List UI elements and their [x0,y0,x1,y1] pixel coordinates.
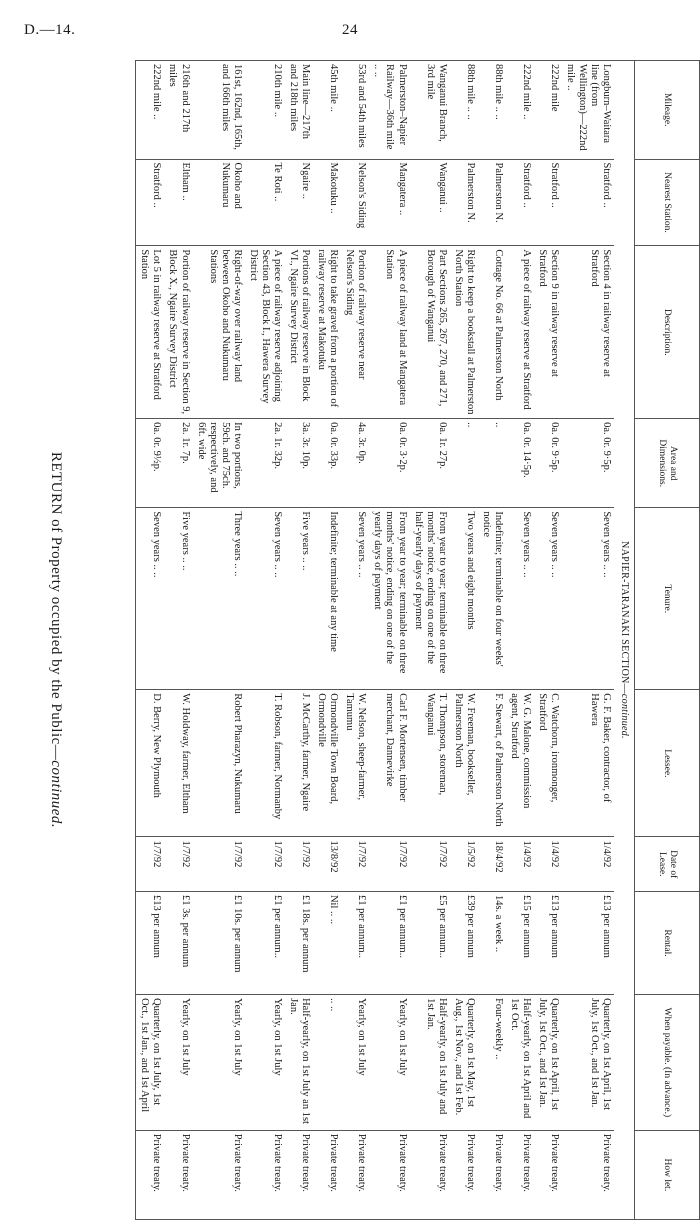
table-row [245,61,285,1220]
payable-cell: Yearly, on 1st July [245,995,285,1131]
description-cell: Right to keep a bookstall at Palmerston North Station [450,246,478,419]
description-cell: A piece of railway reserve adjoining Section 43, Block I., Hawera Survey District [245,246,285,419]
area-cell: In two portions, 59ch. and 75ch. respectively, and 6ft. wide [193,419,245,508]
date-cell: 1/7/92 [164,837,192,891]
tenure-cell: Indefinite; terminable at any time [313,508,341,690]
description-cell: Right-of-way over railway land between Okoho and Nukumaru Stations [193,246,245,419]
lessee-cell: W. Freeman, bookseller, Palmerston North [450,690,478,837]
tenure-cell: Seven years .. .. [506,508,534,690]
section-name: NAPIER-TARANAKI SECTION— [619,541,630,694]
how-let-cell: Private treaty. [506,1130,534,1219]
date-cell: 1/4/92 [506,837,534,891]
how-let-cell: Private treaty. [450,1130,478,1219]
station-cell: Palmerston N. [450,159,478,246]
date-cell: 1/4/92 [534,837,562,891]
description-cell: Section 4 in railway reserve at Stratford [562,246,614,419]
description-cell: Cottage No. 66 at Palmerston North [478,246,506,419]
lessee-cell: Carl F. Mortensen, timber merchant, Dannevirke [369,690,409,837]
tenure-cell: Five years .. .. [164,508,192,690]
payable-cell: Yearly, on 1st July [164,995,192,1131]
column-header-nearest-station: Nearest Station. [635,159,700,246]
date-cell: 18/4/92 [478,837,506,891]
date-cell: 1/7/92 [245,837,285,891]
lessee-cell: G. F. Baker, contractor, of Hawera [562,690,614,837]
payable-cell: Four-weekly .. [478,995,506,1131]
lessee-cell: Robert Pharazyn, Nukumaru [193,690,245,837]
mileage-cell: 161st, 162nd, 165th, and 166th miles [193,61,245,160]
station-cell: Nelson's Siding [341,159,369,246]
payable-cell: Half-yearly, on 1st July and 1st Jan. [410,995,450,1131]
rental-cell: £1 18s. per annum [285,891,313,994]
title-main: RETURN of Property occupied by the Public— [48,451,64,761]
area-cell: 2a. 1r. 7p. [164,419,192,508]
area-cell: 0a. 0r. 9½p. [136,419,165,508]
table-row [534,61,562,1220]
section-suffix: continued. [619,693,630,739]
station-cell: Mangatera .. [369,159,409,246]
station-cell: Te Roti .. [245,159,285,246]
table-row [369,61,409,1220]
rental-cell: £13 per annum [136,891,165,994]
rental-cell: Nil .. .. [313,891,341,994]
how-let-cell: Private treaty. [193,1130,245,1219]
how-let-cell: Private treaty. [136,1130,165,1219]
tenure-cell: Seven years .. .. [136,508,165,690]
column-header-lessee: Lessee. [635,690,700,837]
table-row [136,61,165,1220]
area-cell: 4a. 3r. 0p. [341,419,369,508]
how-let-cell: Private treaty. [562,1130,614,1219]
lessee-cell: W. Holdway, farmer, Eltham [164,690,192,837]
lessee-cell: Ormondville Town Board, Ormondville [313,690,341,837]
table-row [313,61,341,1220]
area-cell: 0a. 1r. 27p. [410,419,450,508]
area-cell: .. [478,419,506,508]
station-cell: Wanganui .. [410,159,450,246]
station-cell: Stratford .. [562,159,614,246]
area-cell: .. [450,419,478,508]
mileage-cell: 210th mile .. [245,61,285,160]
lessee-cell: W. Nelson, sheep-farmer, Tamumu [341,690,369,837]
how-let-cell: Private treaty. [410,1130,450,1219]
how-let-cell: Private treaty. [478,1130,506,1219]
title-suffix: continued. [48,760,64,829]
description-cell: Section 9 in railway reserve at Stratford [534,246,562,419]
date-cell: 13/8/92 [313,837,341,891]
description-cell: Right to take gravel from a portion of railway reserve at Makotuku [313,246,341,419]
lessee-cell: W. G. Malone, commission agent, Stratford [506,690,534,837]
column-header-rental: Rental. [635,891,700,994]
payable-cell: Half-yearly, on 1st April and 1st Oct. [506,995,534,1131]
how-let-cell: Private treaty. [285,1130,313,1219]
table-row [410,61,450,1220]
date-cell: 1/7/92 [193,837,245,891]
page-number: 24 [342,22,358,38]
table-row [164,61,192,1220]
payable-cell: Yearly, on 1st July [369,995,409,1131]
mileage-cell: Longburn–Waitara line (from Wellington)—222nd mile .. [562,61,614,160]
tenure-cell: Indefinite; terminable on four weeks' notice [478,508,506,690]
how-let-cell: Private treaty. [313,1130,341,1219]
mileage-cell: Main line—217th and 218th miles [285,61,313,160]
description-cell: A piece of railway land at Mangatera Station [369,246,409,419]
payable-cell: Yearly, on 1st July [193,995,245,1131]
area-cell: 3a. 3r. 10p. [285,419,313,508]
rental-cell: £1 per annum.. [369,891,409,994]
table-row [193,61,245,1220]
mileage-cell: Wanganui Branch, 3rd mile [410,61,450,160]
page-title [47,60,64,1220]
area-cell: 2a. 1r. 32p. [245,419,285,508]
station-cell: Stratford .. [534,159,562,246]
mileage-cell: 88th mile .. .. [478,61,506,160]
rental-cell: £15 per annum [506,891,534,994]
description-cell: A piece of railway reserve at Stratford [506,246,534,419]
document-reference: D.—14. [24,22,76,38]
lessee-cell: J. McCarthy, farmer, Ngaire [285,690,313,837]
table-row [506,61,534,1220]
how-let-cell: Private treaty. [534,1130,562,1219]
description-cell: Portions of railway reserve in Block VI., Ngaire Survey District [285,246,313,419]
column-header-date-of-lease: Date of Lease. [635,837,700,891]
how-let-cell: Private treaty. [164,1130,192,1219]
how-let-cell: Private treaty. [369,1130,409,1219]
column-header-description: Description. [635,246,700,419]
mileage-cell: 222nd mile .. [506,61,534,160]
lessee-cell: T. Robson, farmer, Normanby [245,690,285,837]
date-cell: 1/7/92 [136,837,165,891]
how-let-cell: Private treaty. [245,1130,285,1219]
payable-cell: Half-yearly, on 1st July an 1st Jan. [285,995,313,1131]
station-cell: Makotuku .. [313,159,341,246]
rotated-table-region [20,60,700,1220]
payable-cell: Quarterly, on 1st April, 1st July, 1st Oct., and 1st Jan. [534,995,562,1131]
area-cell: 0a. 0r. 9·5p. [562,419,614,508]
table-row [285,61,313,1220]
rental-cell: £1 10s. per annum [193,891,245,994]
mileage-cell: 88th mile .. .. [450,61,478,160]
date-cell: 1/7/92 [369,837,409,891]
property-return-table [135,60,700,1220]
payable-cell: .. .. [313,995,341,1131]
lessee-cell: T. Thompson, storeman, Wanganui [410,690,450,837]
date-cell: 1/7/92 [285,837,313,891]
column-header-area: Area and Dimensions. [635,419,700,508]
description-cell: Portion of railway reserve near Nelson's Siding [341,246,369,419]
column-header-tenure: Tenure. [635,508,700,690]
lessee-cell: F. Stewart, of Palmerston North [478,690,506,837]
mileage-cell: 45th mile .. [313,61,341,160]
mileage-cell: 222nd mile [534,61,562,160]
lessee-cell: C. Watchorn, ironmonger, Stratford [534,690,562,837]
payable-cell: Quarterly, on 1st May, 1st Aug., 1st Nov., and 1st Feb. [450,995,478,1131]
station-cell: Eltham .. [164,159,192,246]
tenure-cell: Seven years .. .. [534,508,562,690]
rental-cell: £39 per annum [450,891,478,994]
date-cell: 1/4/92 [562,837,614,891]
date-cell: 1/7/92 [341,837,369,891]
date-cell: 1/5/92 [450,837,478,891]
rental-cell: £1 3s. per annum [164,891,192,994]
tenure-cell: From year to year; terminable on three months' notice, ending on one of the half-yearly days of payment [410,508,450,690]
description-cell: Lot 5 in railway reserve at Stratford Station [136,246,165,419]
section-heading [615,61,635,1220]
how-let-cell: Private treaty. [341,1130,369,1219]
column-header-when-payable: When payable. (In advance.) [635,995,700,1131]
tenure-cell: Five years .. .. [285,508,313,690]
description-cell: Portion of railway reserve in Section 9, Block X., Ngaire Survey District [164,246,192,419]
rental-cell: £5 per annum.. [410,891,450,994]
date-cell: 1/7/92 [410,837,450,891]
column-header-mileage: Mileage. [635,61,700,160]
mileage-cell: 216th and 217th miles [164,61,192,160]
table-row [450,61,478,1220]
station-cell: Ngaire .. [285,159,313,246]
tenure-cell: From year to year; terminable on three months' notice, ending on one of the yearly days of payment [369,508,409,690]
table-row [341,61,369,1220]
table-row [562,61,614,1220]
lessee-cell: D. Berry, New Plymouth [136,690,165,837]
tenure-cell: Two years and eight months [450,508,478,690]
description-cell: Part Sections 265, 267, 270, and 271, Borough of Wanganui [410,246,450,419]
rental-cell: £13 per annum [562,891,614,994]
payable-cell: Quarterly, on 1st July, 1st Oct., 1st Jan., and 1st April [136,995,165,1131]
tenure-cell: Three years .. .. [193,508,245,690]
station-cell: Palmerston N. [478,159,506,246]
area-cell: 0a. 0r. 14·5p. [506,419,534,508]
section-heading-row [615,61,635,1220]
area-cell: 0a. 0r. 33p. [313,419,341,508]
mileage-cell: 222nd mile .. [136,61,165,160]
rental-cell: £13 per annum [534,891,562,994]
station-cell: Stratford .. [506,159,534,246]
table-header-row [635,61,700,1220]
payable-cell: Quarterly, on 1st April, 1st July, 1st Oct., and 1st Jan. [562,995,614,1131]
station-cell: Okoho and Nukumaru [193,159,245,246]
rental-cell: 14s. a week .. [478,891,506,994]
column-header-how-let: How let. [635,1130,700,1219]
rental-cell: £1 per annum.. [245,891,285,994]
mileage-cell: 53rd and 54th miles [341,61,369,160]
mileage-cell: Palmerston–Napier Railway—36th mile .. .. [369,61,409,160]
area-cell: 0a. 0r. 3·2p. [369,419,409,508]
tenure-cell: Seven years .. .. [562,508,614,690]
station-cell: Stratford .. [136,159,165,246]
payable-cell: Yearly, on 1st July [341,995,369,1131]
table-row [478,61,506,1220]
tenure-cell: Seven years .. .. [245,508,285,690]
tenure-cell: Seven years .. .. [341,508,369,690]
rental-cell: £1 per annum.. [341,891,369,994]
area-cell: 0a. 0r. 9·5p. [534,419,562,508]
